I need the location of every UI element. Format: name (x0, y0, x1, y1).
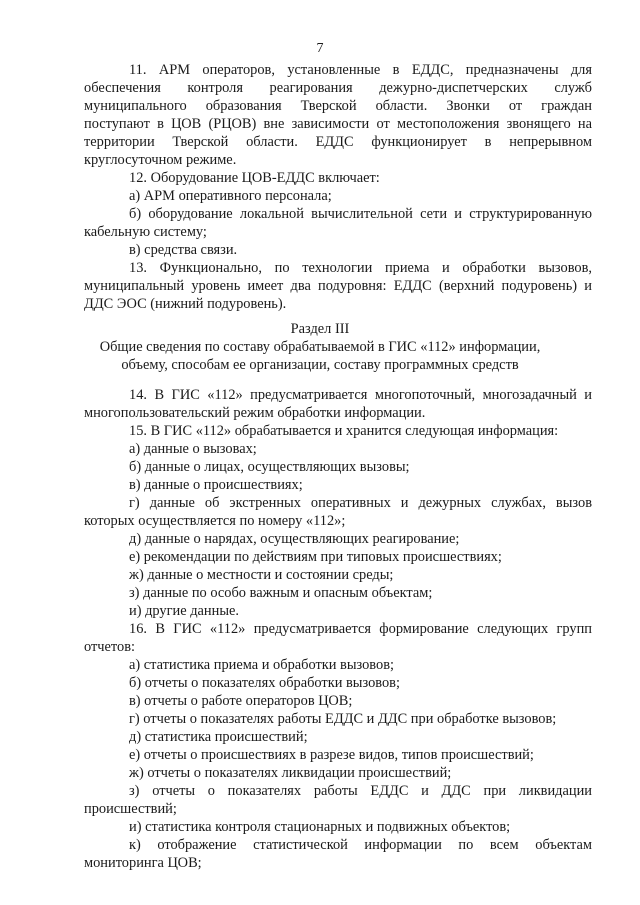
text-line: д) статистика происшествий; (129, 729, 308, 745)
text-line: а) статистика приема и обработки вызовов; (129, 657, 394, 673)
text-line: г) отчеты о показателях работы ЕДДС и ДДС при обработке вызовов; (129, 711, 557, 727)
text-line: обеспечения контроля реагирования дежурно-диспетчерских служб (84, 80, 592, 96)
text-line: и) статистика контроля стационарных и подвижных объектов; (129, 819, 511, 835)
text-line: б) оборудование локальной вычислительной сети и структурированную (129, 206, 592, 222)
text-line: б) данные о лицах, осуществляющих вызовы; (129, 459, 410, 475)
text-line: которых осуществляется по номеру «112»; (84, 513, 346, 529)
section-subtitle-line: объему, способам ее организации, составу программных средств (121, 357, 519, 373)
text-line: з) отчеты о показателях работы ЕДДС и ДДС при ликвидации (129, 783, 592, 799)
text-line: мониторинга ЦОВ; (84, 855, 202, 871)
text-line: 14. В ГИС «112» предусматривается многопоточный, многозадачный и (129, 387, 592, 403)
section-subtitle-line: Общие сведения по составу обрабатываемой в ГИС «112» информации, (99, 339, 541, 355)
text-line: в) данные о происшествиях; (129, 477, 303, 493)
text-line: ж) отчеты о показателях ликвидации происшествий; (129, 765, 452, 781)
text-line: 12. Оборудование ЦОВ-ЕДДС включает: (129, 170, 380, 186)
text-line: муниципальный уровень имеет два подуровня: ЕДДС (верхний подуровень) и (84, 278, 592, 294)
text-line: к) отображение статистической информации по всем объектам (129, 837, 592, 853)
text-line: многопользовательский режим обработки информации. (84, 405, 426, 421)
text-line: а) данные о вызовах; (129, 441, 257, 457)
page-number: 7 (316, 41, 324, 56)
text-line: ДДС ЭОС (нижний подуровень). (84, 296, 287, 312)
text-line: з) данные по особо важным и опасным объектам; (129, 585, 433, 601)
section-heading: Раздел III (290, 321, 350, 337)
text-line: 16. В ГИС «112» предусматривается формирование следующих групп (129, 621, 592, 637)
text-line: 13. Функционально, по технологии приема и обработки вызовов, (129, 260, 592, 276)
text-line: д) данные о нарядах, осуществляющих реагирование; (129, 531, 460, 547)
text-line: а) АРМ оперативного персонала; (129, 188, 332, 204)
text-line: территории Тверской области. ЕДДС функционирует в непрерывном (84, 134, 592, 150)
text-line: г) данные об экстренных оперативных и дежурных службах, вызов (129, 495, 592, 511)
text-line: отчетов: (84, 639, 136, 655)
text-line: в) средства связи. (129, 242, 238, 258)
text-line: 11. АРМ операторов, установленные в ЕДДС, предназначены для (129, 62, 592, 78)
text-line: в) отчеты о работе операторов ЦОВ; (129, 693, 353, 709)
text-line: 15. В ГИС «112» обрабатывается и хранится следующая информация: (129, 423, 559, 439)
text-line: кабельную систему; (84, 224, 207, 240)
text-line: поступают в ЦОВ (РЦОВ) вне зависимости от местоположения звонящего на (84, 116, 592, 132)
text-line: происшествий; (84, 801, 177, 817)
text-line: муниципального образования Тверской области. Звонки от граждан (84, 98, 592, 114)
text-line: и) другие данные. (129, 603, 239, 619)
text-line: е) рекомендации по действиям при типовых происшествиях; (129, 549, 502, 565)
text-line: ж) данные о местности и состоянии среды; (129, 567, 394, 583)
text-line: е) отчеты о происшествиях в разрезе видов, типов происшествий; (129, 747, 534, 763)
text-line: круглосуточном режиме. (84, 152, 237, 168)
text-line: б) отчеты о показателях обработки вызовов; (129, 675, 400, 691)
